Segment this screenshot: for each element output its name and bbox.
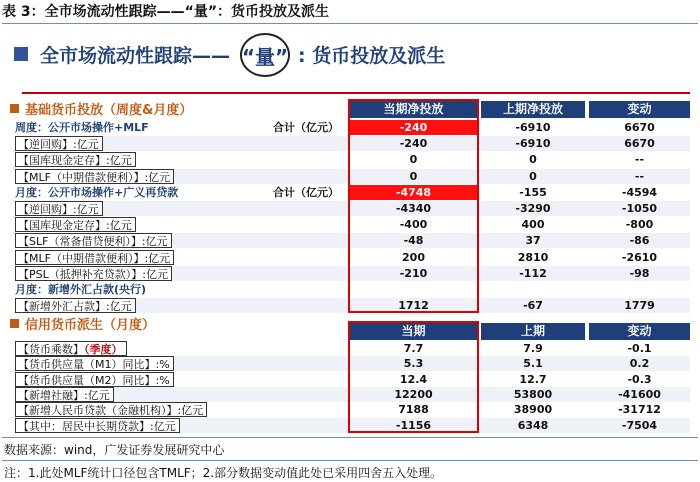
- slide-title: [8, 38, 688, 74]
- change-value: -86: [629, 234, 650, 248]
- footer-divider: [2, 437, 698, 438]
- change-value: --: [634, 169, 645, 183]
- current-value: -240: [399, 137, 428, 151]
- row-label: 【国库现金定存】:亿元: [15, 152, 136, 167]
- row-label: 【PSL（抵押补充贷款）】:亿元: [15, 266, 172, 281]
- previous-value: 12.7: [519, 372, 547, 386]
- current-value: -400: [399, 218, 428, 232]
- current-value: 7188: [398, 403, 429, 417]
- title-part1: 全市场流动性跟踪——: [40, 45, 231, 67]
- previous-value: -6910: [515, 137, 551, 151]
- row-label: 【新增社融】:亿元: [15, 387, 114, 402]
- current-value: -4340: [395, 202, 432, 215]
- change-value: -800: [625, 218, 654, 232]
- current-column-highlight-box-2: [348, 321, 479, 433]
- col-header-previous: 上期净投放: [481, 101, 585, 118]
- change-value: -0.1: [627, 342, 652, 355]
- quarterly-note: （季度）: [84, 343, 123, 356]
- change-value: -0.3: [627, 372, 652, 386]
- current-value: 200: [402, 250, 425, 264]
- change-value: -4594: [621, 185, 658, 199]
- row-label: 【MLF（中期借款便利）】:亿元: [15, 169, 174, 184]
- current-value: 12200: [394, 387, 433, 401]
- data-source: 数据来源：wind，广发证券发展研究中心: [4, 443, 225, 457]
- col-header-previous-2: 上期: [481, 323, 585, 340]
- current-value: 0: [409, 169, 418, 183]
- row-label: 【MLF（中期借款便利）】:亿元: [15, 250, 174, 265]
- previous-value: -67: [523, 299, 543, 313]
- current-value: -48: [403, 234, 424, 248]
- footer-divider-2: [2, 460, 698, 461]
- circled-quantity-label: “量”: [240, 33, 290, 77]
- change-value: -1050: [621, 202, 658, 215]
- current-value: -240: [350, 120, 477, 135]
- current-value: -4748: [350, 185, 477, 200]
- current-value: -210: [399, 266, 428, 280]
- section-square-icon: [10, 319, 19, 328]
- col-header-current-2: 当期: [350, 323, 477, 340]
- row-label: 月度：公开市场操作+广义再贷款: [15, 185, 179, 199]
- title-part2: : 货币投放及派生: [298, 45, 446, 67]
- previous-value: 37: [525, 234, 541, 248]
- row-total-label: 合计（亿元）: [273, 185, 339, 199]
- change-value: 6670: [624, 121, 655, 134]
- previous-value: -155: [519, 185, 547, 199]
- row-label: 月度：新增外汇占款(央行): [15, 283, 147, 296]
- section-square-icon: [10, 104, 19, 113]
- change-value: 0.2: [629, 357, 650, 371]
- title-underline: [22, 92, 690, 94]
- previous-value: 400: [521, 218, 545, 232]
- previous-value: -112: [519, 266, 547, 280]
- col-header-current: 当期净投放: [350, 101, 477, 118]
- previous-value: [481, 282, 585, 297]
- row-label: 【货币供应量（M1）同比】:%: [15, 356, 174, 371]
- current-value: 7.7: [403, 342, 424, 355]
- row-label: 【SLF（常备借贷便利）】:亿元: [15, 233, 172, 248]
- previous-value: -6910: [515, 121, 551, 134]
- current-value: 12.4: [399, 372, 428, 386]
- col-header-change-2: 变动: [589, 323, 690, 340]
- footnote: 注：1.此处MLF统计口径包含TMLF；2.部分数据变动值此处已采用四舍五入处理。: [4, 466, 443, 480]
- change-value: --: [634, 153, 645, 167]
- current-value: 0: [409, 153, 418, 167]
- row-label: 周度：公开市场操作+MLF: [15, 121, 149, 134]
- previous-value: 53800: [513, 387, 553, 401]
- previous-value: 7.9: [523, 342, 543, 355]
- row-label: 【逆回购】:亿元: [15, 201, 103, 216]
- table-caption: 表 3：全市场流动性跟踪——“量”：货币投放及派生: [2, 1, 698, 24]
- change-value: -7504: [621, 418, 658, 432]
- change-value: 1779: [624, 299, 655, 313]
- row-label: 【新增外汇占款】:亿元: [15, 298, 136, 313]
- row-label: 【国库现金定存】:亿元: [15, 217, 136, 232]
- previous-value: 38900: [513, 403, 553, 417]
- change-value: -41600: [618, 387, 661, 401]
- change-value: -31712: [618, 403, 661, 417]
- previous-value: 0: [529, 169, 537, 183]
- row-label: 【货币乘数】（季度）: [15, 341, 127, 356]
- current-value: 1712: [398, 299, 429, 313]
- previous-value: 5.1: [523, 357, 543, 371]
- change-value: [589, 282, 690, 297]
- row-label: 【新增人民币贷款（金融机构）】:亿元: [15, 402, 207, 417]
- col-header-change: 变动: [589, 101, 690, 118]
- current-column-highlight-box: [348, 99, 479, 313]
- base-money-heading: 基础货币投放（周度&月度）: [10, 99, 192, 118]
- row-label: 【货币供应量（M2）同比】:%: [15, 372, 174, 387]
- title-square-icon: [14, 47, 28, 61]
- change-value: -98: [629, 266, 650, 280]
- previous-value: 6348: [517, 418, 549, 432]
- current-value: 5.3: [403, 357, 424, 371]
- row-total-label: 合计（亿元）: [273, 121, 339, 134]
- row-label: 【其中：居民中长期贷款】:亿元: [15, 418, 180, 433]
- credit-money-heading: 信用货币派生（月度）: [10, 314, 155, 333]
- change-value: 6670: [624, 137, 655, 151]
- row-label: 【逆回购】:亿元: [15, 136, 103, 151]
- previous-value: 0: [529, 153, 537, 167]
- change-value: -2610: [621, 250, 658, 264]
- previous-value: 2810: [517, 250, 549, 264]
- previous-value: -3290: [515, 202, 551, 215]
- current-value: -1156: [395, 418, 432, 432]
